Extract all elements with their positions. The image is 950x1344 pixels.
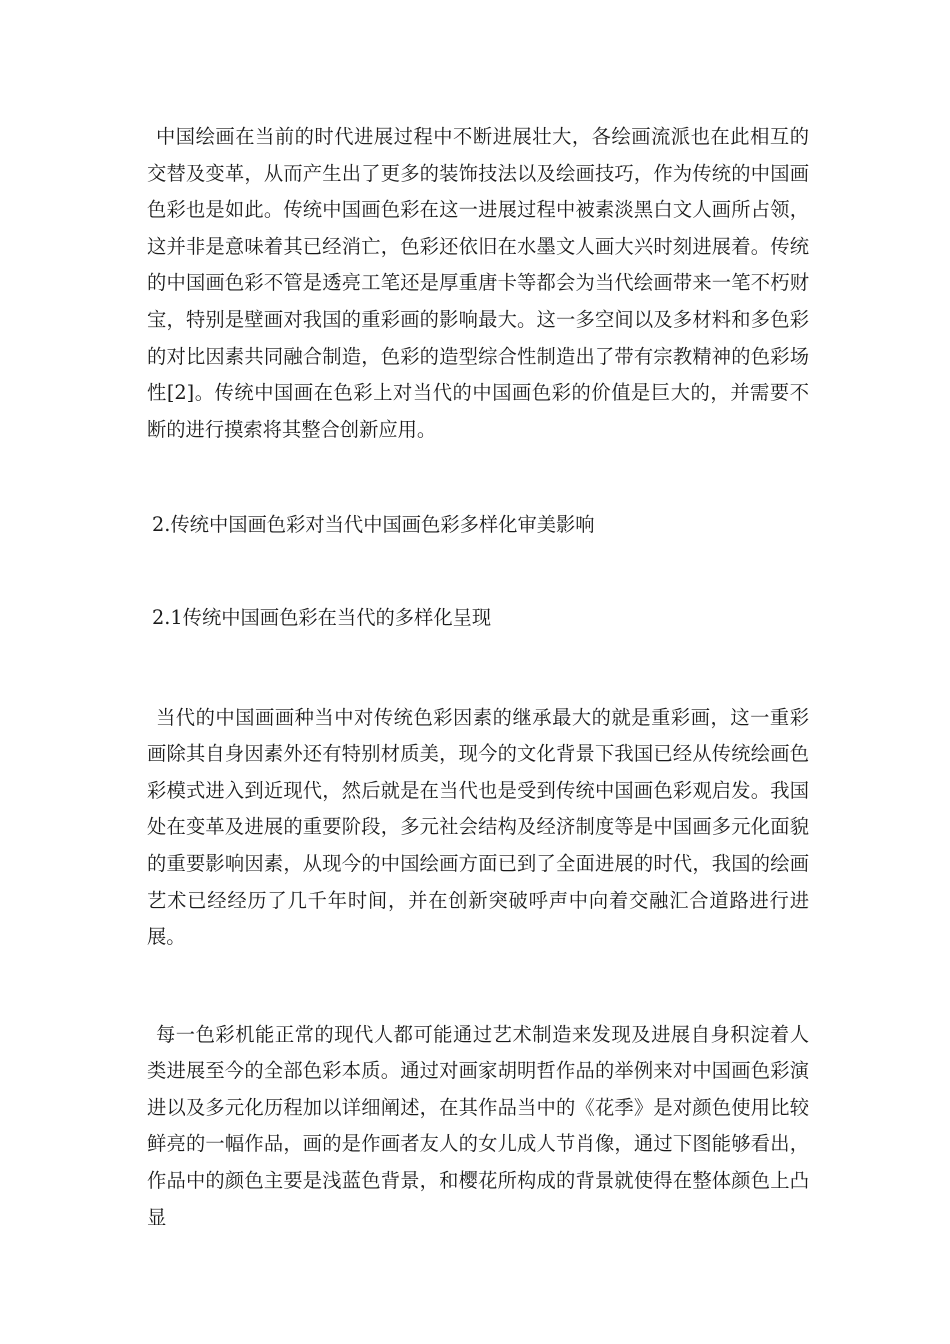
subsection-heading: 2.1传统中国画色彩在当代的多样化呈现 bbox=[152, 605, 492, 629]
body-paragraph: 每一色彩机能正常的现代人都可能通过艺术制造来发现及进展自身积淀着人类进展至今的全部色彩本质。通过对画家胡明哲作品的举例来对中国画色彩演进以及多元化历程加以详细阐述，在其作品当中的《花季》是对颜色使用比较鲜亮的一幅作品，画的是作画者友人的女儿成人节肖像，通过下图能够看出，作品中的颜色主要是浅蓝色背景，和樱花所构成的背景就使得在整体颜色上凸显 bbox=[147, 1022, 809, 1229]
document-page bbox=[147, 119, 809, 1236]
body-paragraph: 中国绘画在当前的时代进展过程中不断进展壮大，各绘画流派也在此相互的交替及变革，从而产生出了更多的装饰技法以及绘画技巧，作为传统的中国画色彩也是如此。传统中国画色彩在这一进展过程中被素淡黑白文人画所占领，这并非是意味着其已经消亡，色彩还依旧在水墨文人画大兴时刻进展着。传统的中国画色彩不管是透亮工笔还是厚重唐卡等都会为当代绘画带来一笔不朽财宝，特别是壁画对我国的重彩画的影响最大。这一多空间以及多材料和多色彩的对比因素共同融合制造，色彩的造型综合性制造出了带有宗教精神的色彩场性[2]。传统中国画在色彩上对当代的中国画色彩的价值是巨大的，并需要不断的进行摸索将其整合创新应用。 bbox=[147, 125, 809, 441]
section-heading: 2.传统中国画色彩对当代中国画色彩多样化审美影响 bbox=[152, 513, 595, 537]
body-paragraph: 当代的中国画画种当中对传统色彩因素的继承最大的就是重彩画，这一重彩画除其自身因素外还有特别材质美，现今的文化背景下我国已经从传统绘画色彩模式进入到近现代，然后就是在当代也是受到传统中国画色彩观启发。我国处在变革及进展的重要阶段，多元社会结构及经济制度等是中国画多元化面貌的重要影响因素，从现今的中国绘画方面已到了全面进展的时代，我国的绘画艺术已经经历了几千年时间，并在创新突破呼声中向着交融汇合道路进行进展。 bbox=[147, 705, 809, 949]
